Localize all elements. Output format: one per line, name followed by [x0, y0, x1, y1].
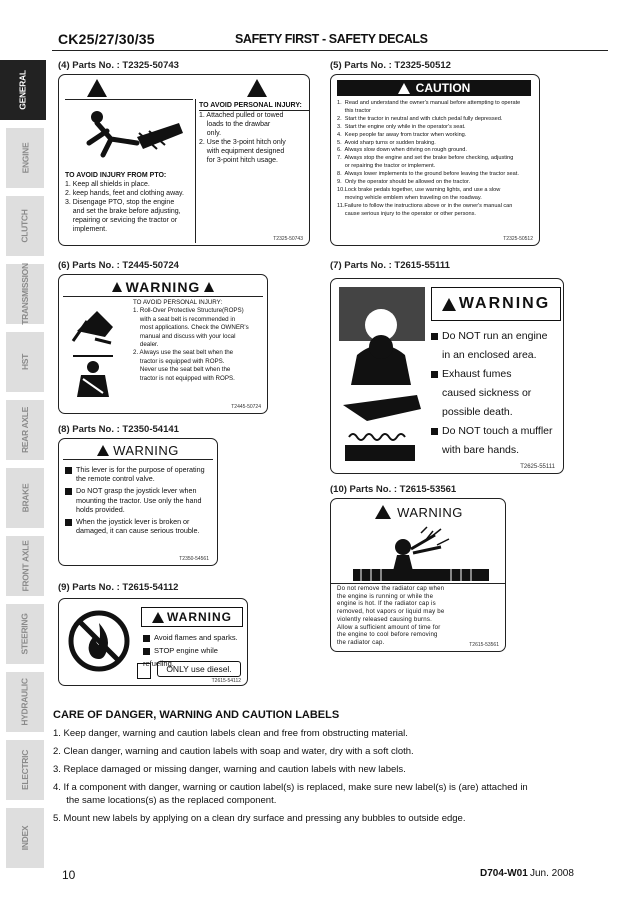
decal-code: T2325-50743 — [273, 236, 303, 242]
part-label-9: (9) Parts No. : T2615-54112 — [58, 582, 179, 593]
part-label-8: (8) Parts No. : T2350-54141 — [58, 424, 179, 435]
part-label-7: (7) Parts No. : T2615-55111 — [330, 260, 450, 271]
decal-7-heading: WARNING — [458, 295, 551, 312]
tab-index[interactable]: INDEX — [6, 808, 44, 868]
header-model: CK25/27/30/35 — [58, 31, 155, 47]
fuel-pump-icon — [137, 663, 151, 679]
decal-7: WARNING Do NOT run an engine in an enclosed area. Exhaust fumes caused sickness or possible death. Do NOT touch a muffler with bare hands. T2625-55111 — [330, 278, 564, 474]
tab-hydraulic[interactable]: HYDRAULIC — [6, 672, 44, 732]
care-item-5: 5. Mount new labels by applying on a clean dry surface and pressing any bubbles to outside edge. — [53, 813, 466, 824]
decal-code: T2615-54112 — [211, 678, 241, 684]
warning-triangle-icon — [152, 612, 164, 623]
decal-code: T2350-54561 — [179, 556, 209, 562]
decal-10-heading: WARNING — [397, 504, 463, 520]
rops-seatbelt-icon — [67, 301, 127, 401]
care-item-4-cont: the same locations(s) as the replaced component. — [53, 795, 277, 806]
tab-electric[interactable]: ELECTRIC — [6, 740, 44, 800]
decal-9-heading: WARNING — [167, 610, 232, 624]
tab-steering[interactable]: STEERING — [6, 604, 44, 664]
doc-code: D704-W01 — [480, 868, 528, 879]
warning-triangle-icon — [97, 445, 109, 456]
part-label-6: (6) Parts No. : T2445-50724 — [58, 260, 179, 271]
part-label-10: (10) Parts No. : T2615-53561 — [330, 484, 457, 495]
exhaust-muffler-icon — [337, 285, 427, 469]
warning-triangle-icon — [375, 505, 391, 519]
radiator-burn-icon — [351, 525, 491, 583]
bullet-square-icon — [431, 371, 438, 378]
tab-front-axle[interactable]: FRONT AXLE — [6, 536, 44, 596]
tab-rear-axle[interactable]: REAR AXLE — [6, 400, 44, 460]
warning-triangle-icon — [247, 79, 267, 97]
decal-6: WARNING TO AVOID PERSONAL INJURY: 1. Roll-Over Protective Structure(ROPS) with a seat belt is recommended in most applications. Check the OWNER's manual and discuss with your local dealer. 2. Always use the seat belt when the tractor is equipped with ROPS. Never use the seat belt when the tractor is not equipped with ROPS. T2445-50724 — [58, 274, 268, 414]
bullet-square-icon — [65, 488, 72, 495]
decal-code: T2625-55111 — [520, 464, 555, 470]
decal-code: T2615-53561 — [469, 642, 499, 648]
bullet-square-icon — [143, 648, 150, 655]
decal-4: TO AVOID INJURY FROM PTO: 1. Keep all shields in place. 2. keep hands, feet and clothing away. 3. Disengage PTO, stop the engine and set the brake before adjusting, repairing or sevicing the tractor or implement. TO AVOID PERSONAL INJURY: 1. Attached pulled or towed loads to the drawbar only. 2. Use the 3-point hitch only with equipment designed for 3-point hitch usage. T2325-50743 — [58, 74, 310, 246]
bullet-square-icon — [431, 428, 438, 435]
warning-triangle-icon — [204, 282, 214, 292]
decal-6-heading: WARNING — [125, 279, 201, 295]
care-item-1: 1. Keep danger, warning and caution labels clean and free from obstructing material. — [53, 728, 408, 739]
tab-general[interactable]: GENERAL — [0, 60, 46, 120]
decal-10: WARNING Do not remove the radiator cap when the engine is running or while the engine is hot. If the radiator cap is removed, hot vapors or liquid may be violently released causing burns. Allow a sufficient amount of time for the engine to cool before removing the radiator cap. T2615-53561 — [330, 498, 506, 652]
care-item-3: 3. Replace damaged or missing danger, warning and caution labels with new labels. — [53, 764, 406, 775]
care-item-2: 2. Clean danger, warning and caution labels with soap and water, dry with a soft cloth. — [53, 746, 414, 757]
decal-6-title: TO AVOID PERSONAL INJURY: — [133, 299, 223, 306]
part-label-4: (4) Parts No. : T2325-50743 — [58, 60, 179, 71]
decal-9-diesel: ONLY use diesel. — [157, 661, 241, 677]
care-item-4: 4. If a component with danger, warning or caution label(s) is replaced, make sure new label(s) is (are) attached in — [53, 782, 528, 793]
header-rule — [52, 50, 608, 51]
decal-8-heading: WARNING — [113, 442, 179, 458]
section-sidebar — [0, 60, 46, 880]
no-flames-icon — [67, 609, 131, 673]
header-section: SAFETY FIRST - SAFETY DECALS — [235, 32, 428, 46]
caution-triangle-icon — [398, 83, 410, 94]
decal-code: T2445-50724 — [231, 404, 261, 410]
bullet-square-icon — [65, 519, 72, 526]
tab-transmission[interactable]: TRANSMISSION — [6, 264, 44, 324]
bullet-square-icon — [143, 635, 150, 642]
care-title: CARE OF DANGER, WARNING AND CAUTION LABELS — [53, 709, 340, 721]
bullet-square-icon — [431, 333, 438, 340]
doc-date: Jun. 2008 — [530, 868, 574, 879]
tab-brake[interactable]: BRAKE — [6, 468, 44, 528]
decal-5-heading: CAUTION — [415, 81, 471, 95]
decal-5: CAUTION 1. Read and understand the owner's manual before attempting to operate this tractor 2. Start the tractor in neutral and with clutch pedal fully depressed. 3. Start the engine only while in the operator's seat. 4. Keep people far away from tractor when working. 5. Avoid sharp turns or sudden braking. 6. Always slow down when driving on rough ground. 7. Always stop the engine and set the brake before checking, adjusting or repairing the tractor or implement. 8. Always lower implements to the ground before leaving the tractor seat. 9. Only the operator should be allowed on the tractor. 10.Lock brake pedals together, use warning lights, and use a slow moving vehicle emblem when traveling on the roadway. 11.Failure to follow the instructions above or in the owner's manual can cause serious injury to the operator or other persons. T2325-50512 — [330, 74, 540, 246]
tab-hst[interactable]: HST — [6, 332, 44, 392]
bullet-square-icon — [65, 467, 72, 474]
warning-triangle-icon — [442, 298, 456, 311]
page-number: 10 — [62, 868, 76, 882]
decal-code: T2325-50512 — [503, 236, 533, 242]
decal-9: WARNING Avoid flames and sparks. STOP engine while refueling. ONLY use diesel. T2615-54112 — [58, 598, 248, 686]
pto-entanglement-icon — [67, 103, 189, 165]
warning-triangle-icon — [112, 282, 122, 292]
tab-engine[interactable]: ENGINE — [6, 128, 44, 188]
decal-4-right-title: TO AVOID PERSONAL INJURY: — [199, 101, 309, 111]
decal-8: WARNING This lever is for the purpose of operating the remote control valve. Do NOT grasp the joystick lever when mounting the tractor. Use only the hand holds provided. When the joystick lever is broken or damaged, it can cause serious trouble. T2350-54561 — [58, 438, 218, 566]
decal-4-left-title: TO AVOID INJURY FROM PTO: — [65, 172, 167, 179]
tab-clutch[interactable]: CLUTCH — [6, 196, 44, 256]
warning-triangle-icon — [87, 79, 107, 97]
part-label-5: (5) Parts No. : T2325-50512 — [330, 60, 451, 71]
